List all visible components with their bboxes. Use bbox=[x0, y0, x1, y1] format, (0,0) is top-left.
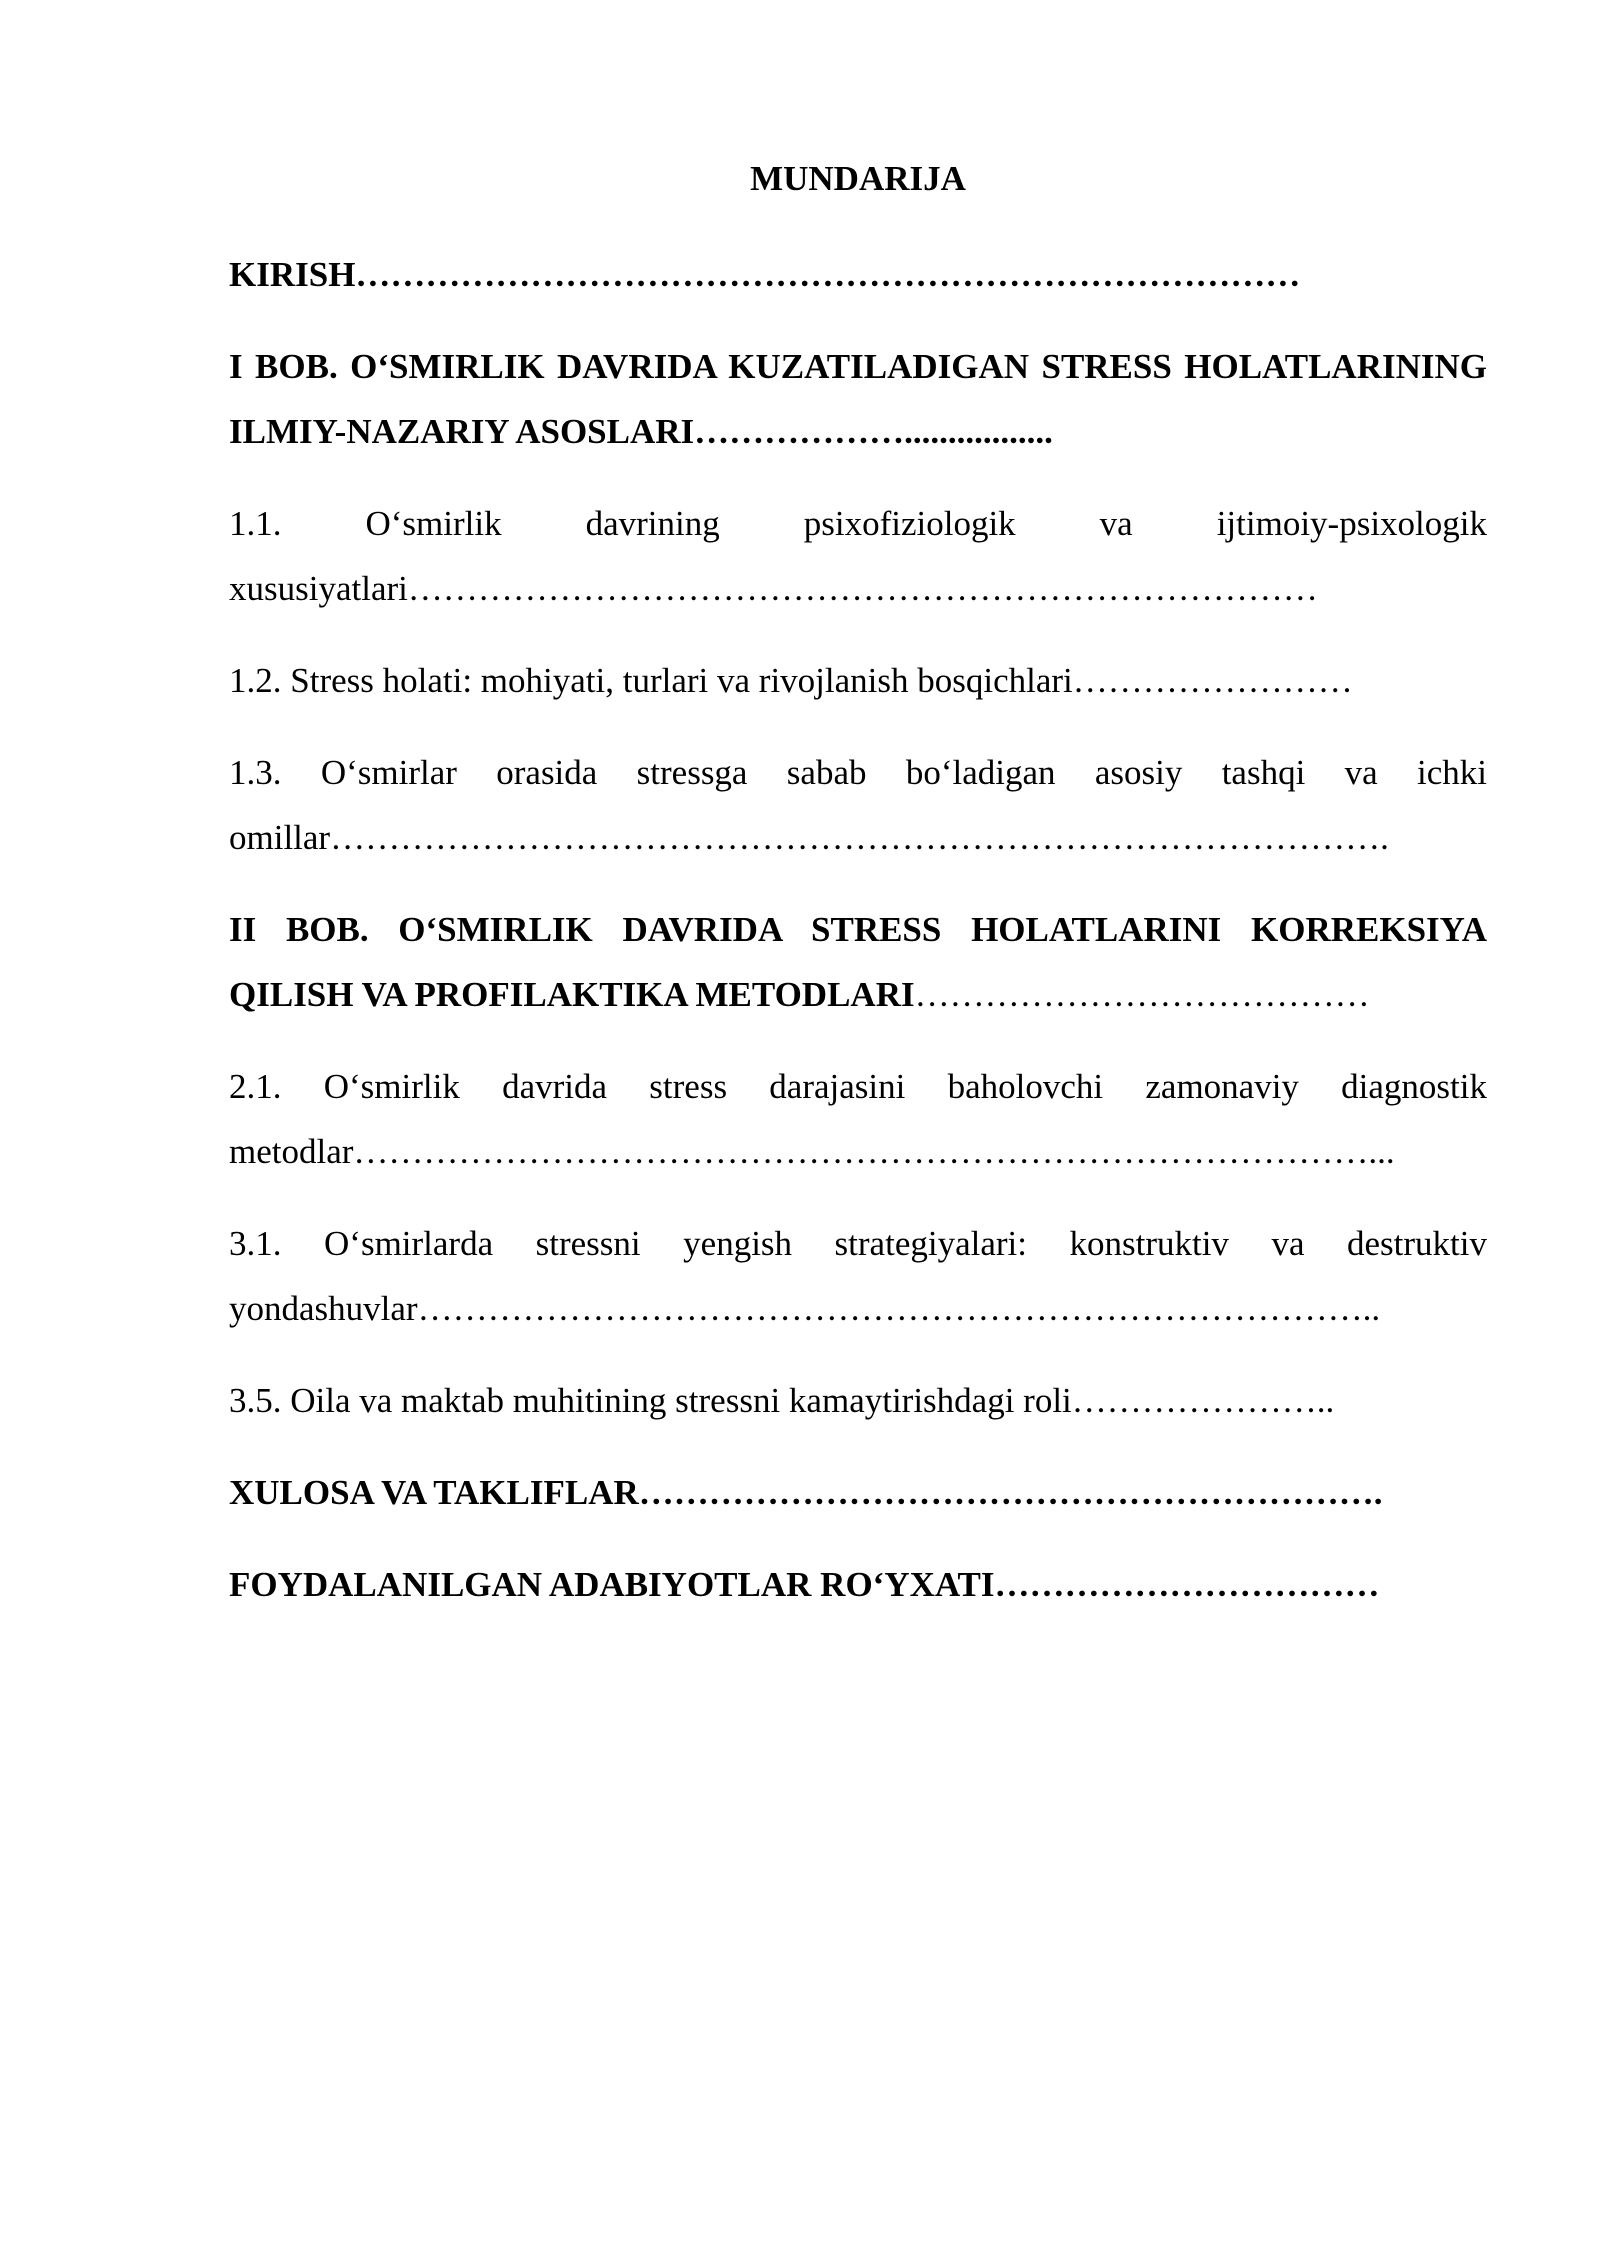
toc-entry-chapter-2-title: II BOB. O‘SMIRLIK DAVRIDA STRESS HOLATLARINI KORREKSIYA QILISH VA PROFILAKTIKA METODLARI bbox=[229, 910, 1487, 1014]
toc-entry-3-5: 3.5. Oila va maktab muhitining stressni kamaytirishdagi roli………………….. bbox=[229, 1381, 1335, 1420]
toc-entry-adabiyotlar: FOYDALANILGAN ADABIYOTLAR RO‘YXATI…………………………… bbox=[229, 1565, 1380, 1604]
page-title: MUNDARIJA bbox=[750, 159, 966, 198]
toc-entry-chapter-1: I BOB. O‘SMIRLIK DAVRIDA KUZATILADIGAN STRESS HOLATLARINING ILMIY-NAZARIY ASOSLARI………………................. bbox=[229, 347, 1487, 451]
toc-entry-1-3: 1.3. O‘smirlar orasida stressga sabab bo‘ladigan asosiy tashqi va ichki omillar………………………………………………………………………………. bbox=[229, 753, 1487, 857]
toc-entry-1-1: 1.1. O‘smirlik davrining psixofiziologik va ijtimoiy-psixologik xususiyatlari…………………………………………………………………… bbox=[229, 504, 1487, 608]
toc-entry-xulosa: XULOSA VA TAKLIFLAR………………………………………………………. bbox=[229, 1473, 1383, 1512]
toc-entry-1-2: 1.2. Stress holati: mohiyati, turlari va rivojlanish bosqichlari…………………… bbox=[229, 661, 1353, 700]
toc-entry-chapter-2 bbox=[229, 897, 1487, 1027]
toc-entry-chapter-2-leader: ………………………………… bbox=[914, 975, 1370, 1014]
toc-entry-kirish: KIRISH……………………………………………………………………… bbox=[229, 255, 1301, 294]
document-page bbox=[229, 150, 1487, 1644]
toc-entry-2-1: 2.1. O‘smirlik davrida stress darajasini baholovchi zamonaviy diagnostik metodlar……………………………………………………………………………... bbox=[229, 1067, 1487, 1171]
toc-entry-3-1: 3.1. O‘smirlarda stressni yengish strategiyalari: konstruktiv va destruktiv yondashuvlar……………………………………………………………………….. bbox=[229, 1224, 1487, 1328]
